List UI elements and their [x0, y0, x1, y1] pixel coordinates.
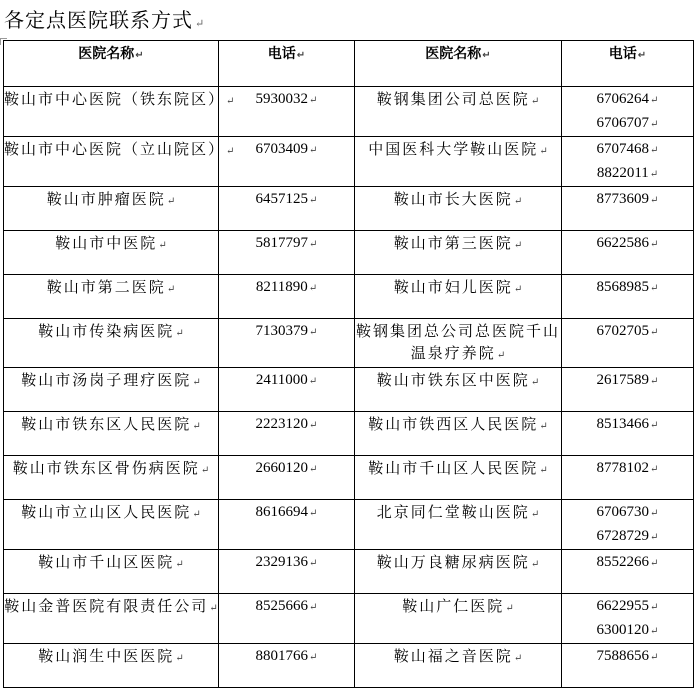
cell-text-line: 6706264↵: [596, 91, 659, 107]
cell-text-line: 8552266↵: [596, 554, 659, 570]
phone-cell: [562, 187, 694, 231]
cell-text-line: 鞍山市铁东区人民医院↵: [21, 415, 201, 433]
phone-cell: [219, 187, 355, 231]
phone-cell: [219, 412, 355, 456]
cell-text-line: 鞍山市立山区人民医院↵: [21, 503, 201, 521]
phone-cell: [562, 137, 694, 187]
cell-text-line: 6707468↵: [596, 141, 659, 157]
hospital-name-cell: [4, 500, 219, 550]
table-header-row: [4, 41, 694, 87]
paragraph-mark-icon: ↵: [309, 652, 318, 663]
cell-text-line: 8513466↵: [596, 416, 659, 432]
phone-cell: [562, 644, 694, 688]
paragraph-mark-icon: ↵: [530, 509, 540, 520]
cell-text-line: 鞍山金普医院有限责任公司↵: [4, 597, 218, 615]
cell-text-line: 7130379↵: [255, 323, 318, 339]
hospital-name-cell: [4, 456, 219, 500]
phone-cell: [219, 500, 355, 550]
cell-text-line: 鞍山万良糖尿病医院↵: [376, 553, 540, 571]
hospital-name-cell: [355, 87, 562, 137]
paragraph-mark-icon: ↵: [308, 376, 318, 387]
paragraph-mark-icon: ↵: [175, 328, 184, 339]
paragraph-mark-icon: ↵: [513, 284, 523, 295]
cell-text-line: 鞍山市中心医院（立山院区）↵: [4, 140, 235, 158]
cell-text-line: 6706730↵: [596, 504, 659, 520]
paragraph-mark-icon: ↵: [309, 420, 318, 431]
paragraph-mark-icon: ↵: [650, 626, 659, 637]
hospital-name-cell: [355, 550, 562, 594]
paragraph-mark-icon: ↵: [513, 653, 523, 664]
paragraph-mark-icon: ↵: [309, 95, 318, 106]
hospital-name-cell: [355, 500, 562, 550]
phone-cell: [219, 137, 355, 187]
cell-text-line: 6622955↵: [596, 598, 659, 614]
paragraph-mark-icon: ↵: [309, 145, 318, 156]
paragraph-mark-icon: ↵: [309, 464, 318, 475]
cell-text-line: 6300120↵: [596, 622, 659, 638]
paragraph-mark-icon: ↵: [530, 96, 540, 107]
phone-cell: [562, 319, 694, 368]
paragraph-mark-icon: ↵: [200, 465, 210, 476]
hospital-name-cell: [4, 231, 219, 275]
paragraph-mark-icon: ↵: [650, 119, 659, 130]
paragraph-mark-icon: ↵: [192, 509, 201, 520]
paragraph-mark-icon: ↵: [175, 559, 184, 570]
phone-cell: [562, 275, 694, 319]
cell-text-line: 6457125↵: [255, 191, 318, 207]
cell-text-line: 鞍山市第二医院↵: [46, 278, 176, 296]
cell-text-line: 鞍山市第三医院↵: [393, 234, 523, 252]
paragraph-mark-icon: ↵: [650, 95, 659, 106]
cell-text-line: 鞍山市铁东区中医院↵: [376, 371, 540, 389]
cell-text-line: 鞍山市铁西区人民医院↵: [368, 415, 548, 433]
cell-text-line: 6622586↵: [596, 235, 659, 251]
phone-cell: [562, 594, 694, 644]
paragraph-mark-icon: ↵: [539, 146, 548, 157]
cell-text-line: 鞍山市中心医院（铁东院区）↵: [4, 90, 235, 108]
paragraph-mark-icon: ↵: [309, 239, 318, 250]
cell-text-line: 2660120↵: [255, 460, 318, 476]
paragraph-mark-icon: ↵: [650, 283, 659, 294]
hospital-name-cell: [355, 187, 562, 231]
cell-text-line: 2223120↵: [255, 416, 318, 432]
table-row: [4, 275, 694, 319]
phone-cell: [219, 644, 355, 688]
hospital-name-cell: [4, 368, 219, 412]
cell-text-line: 鞍山市肿瘤医院↵: [46, 190, 176, 208]
phone-cell: [219, 319, 355, 368]
paragraph-mark-icon: ↵: [226, 146, 235, 157]
hospital-name-cell: [355, 594, 562, 644]
cell-text-line: 鞍山润生中医医院↵: [38, 647, 184, 665]
paragraph-mark-icon: ↵: [530, 377, 540, 388]
hospital-name-cell: [4, 644, 219, 688]
paragraph-mark-icon: ↵: [309, 602, 318, 613]
paragraph-mark-icon: ↵: [192, 421, 201, 432]
phone-cell: [219, 275, 355, 319]
cell-text-line: 鞍山市千山区医院↵: [38, 553, 184, 571]
table-row: [4, 594, 694, 644]
cell-text-line: 中国医科大学鞍山医院↵: [368, 140, 548, 158]
hospital-name-cell: [4, 87, 235, 137]
paragraph-mark-icon: ↵: [309, 508, 318, 519]
hospital-name-cell: [355, 319, 562, 368]
paragraph-mark-icon: ↵: [650, 376, 659, 387]
table-row: [4, 550, 694, 594]
hospital-name-cell: [4, 137, 235, 187]
paragraph-mark-icon: ↵: [650, 327, 659, 338]
paragraph-mark-icon: ↵: [209, 603, 218, 614]
paragraph-mark-icon: ↵: [650, 420, 659, 431]
paragraph-mark-icon: ↵: [650, 652, 659, 663]
hospital-name-cell: [4, 594, 219, 644]
table-row: [4, 456, 694, 500]
table-body: [4, 87, 694, 688]
paragraph-mark-icon: ↵: [530, 559, 540, 570]
table-row: [4, 319, 694, 368]
table-row: [4, 368, 694, 412]
cell-text-line: 2617589↵: [596, 372, 659, 388]
paragraph-mark-icon: ↵: [649, 169, 659, 180]
hospital-name-cell: [4, 187, 219, 231]
paragraph-mark-icon: ↵: [175, 653, 184, 664]
cell-text-line: 鞍山市铁东区骨伤病医院↵: [12, 459, 210, 477]
cell-text-line: 8568985↵: [596, 279, 659, 295]
cell-text-line: 5817797↵: [255, 235, 318, 251]
paragraph-mark-icon: ↵: [166, 196, 176, 207]
cell-text-line: 北京同仁堂鞍山医院↵: [376, 503, 540, 521]
paragraph-mark-icon: ↵: [496, 350, 506, 361]
paragraph-mark-icon: ↵: [309, 327, 318, 338]
paragraph-mark-icon: ↵: [650, 558, 659, 569]
hospital-name-cell: [355, 275, 562, 319]
cell-text-line: 温泉疗养院↵: [410, 344, 506, 362]
cell-text-line: 8822011↵: [596, 165, 659, 181]
hospital-name-cell: [355, 456, 562, 500]
cell-text-line: 鞍山市中医院↵: [55, 234, 167, 252]
table-row: [4, 187, 694, 231]
cell-text-line: 6706707↵: [596, 115, 659, 131]
phone-cell: [562, 500, 694, 550]
document-title-text: 各定点医院联系方式: [4, 8, 193, 32]
hospital-name-cell: [4, 319, 219, 368]
hospital-contact-table: [3, 40, 694, 688]
paragraph-mark-icon: ↵: [650, 239, 659, 250]
phone-cell: [219, 594, 355, 644]
phone-cell: [219, 87, 355, 137]
cell-text-line: 8773609↵: [596, 191, 659, 207]
cell-text-line: 鞍山市长大医院↵: [393, 190, 523, 208]
cell-text-line: 2411000↵: [255, 372, 318, 388]
phone-cell: [219, 231, 355, 275]
phone-cell: [562, 87, 694, 137]
table-row: [4, 500, 694, 550]
header-phone-right: 电话↵: [562, 41, 694, 87]
cell-text-line: 6703409↵: [255, 141, 318, 157]
hospital-name-cell: [355, 231, 562, 275]
cell-text-line: 鞍山广仁医院↵: [402, 597, 514, 615]
paragraph-mark-icon: ↵: [650, 464, 659, 475]
paragraph-mark-icon: ↵: [226, 96, 235, 107]
phone-cell: [219, 550, 355, 594]
hospital-name-cell: [355, 137, 562, 187]
paragraph-mark-icon: ↵: [650, 602, 659, 613]
cell-text-line: 8211890↵: [255, 279, 318, 295]
paragraph-mark-icon: ↵: [539, 465, 548, 476]
hospital-name-cell: [355, 368, 562, 412]
table-row: [4, 644, 694, 688]
paragraph-mark-icon: ↵: [513, 240, 523, 251]
cell-text-line: 6728729↵: [596, 528, 659, 544]
table-row: [4, 87, 694, 137]
paragraph-mark-icon: ↵: [309, 195, 318, 206]
paragraph-mark-icon: ↵: [650, 532, 659, 543]
document-title: [4, 6, 205, 34]
cell-text-line: 鞍山福之音医院↵: [393, 647, 523, 665]
hospital-name-cell: [355, 412, 562, 456]
cell-text-line: 鞍钢集团总公司总医院千山: [355, 322, 560, 340]
paragraph-mark-icon: ↵: [192, 377, 201, 388]
paragraph-mark-icon: ↵: [195, 17, 206, 30]
cell-text-line: 7588656↵: [596, 648, 659, 664]
paragraph-mark-icon: ↵: [309, 558, 318, 569]
phone-cell: [562, 456, 694, 500]
header-hospital-name-right: 医院名称↵: [355, 41, 562, 87]
table-row: [4, 137, 694, 187]
table-row: [4, 231, 694, 275]
paragraph-mark-icon: ↵: [650, 195, 659, 206]
cell-text-line: 8525666↵: [255, 598, 318, 614]
phone-cell: [562, 231, 694, 275]
table-row: [4, 412, 694, 456]
cell-text-line: 6702705↵: [596, 323, 659, 339]
hospital-name-cell: [4, 550, 219, 594]
cell-text-line: 8616694↵: [255, 504, 318, 520]
paragraph-mark-icon: ↵: [158, 240, 167, 251]
cell-text-line: 5930032↵: [255, 91, 318, 107]
hospital-name-cell: [4, 412, 219, 456]
hospital-name-cell: [355, 644, 562, 688]
cell-text-line: 8778102↵: [596, 460, 659, 476]
cell-text-line: 鞍山市传染病医院↵: [38, 322, 184, 340]
phone-cell: [219, 456, 355, 500]
cell-text-line: 鞍山市妇儿医院↵: [393, 278, 523, 296]
phone-cell: [562, 412, 694, 456]
paragraph-mark-icon: ↵: [513, 196, 523, 207]
cell-text-line: 鞍钢集团公司总医院↵: [376, 90, 540, 108]
paragraph-mark-icon: ↵: [166, 284, 176, 295]
header-phone-left: 电话↵: [219, 41, 355, 87]
phone-cell: [562, 550, 694, 594]
cell-text-line: 鞍山市汤岗子理疗医院↵: [21, 371, 201, 389]
cell-text-line: 鞍山市千山区人民医院↵: [368, 459, 548, 477]
paragraph-mark-icon: ↵: [650, 508, 659, 519]
paragraph-mark-icon: ↵: [505, 603, 514, 614]
cell-text-line: 2329136↵: [255, 554, 318, 570]
paragraph-mark-icon: ↵: [539, 421, 548, 432]
hospital-name-cell: [4, 275, 219, 319]
phone-cell: [562, 368, 694, 412]
paragraph-mark-icon: ↵: [650, 145, 659, 156]
paragraph-mark-icon: ↵: [308, 283, 318, 294]
cell-text-line: 8801766↵: [255, 648, 318, 664]
header-hospital-name-left: 医院名称↵: [4, 41, 219, 87]
phone-cell: [219, 368, 355, 412]
